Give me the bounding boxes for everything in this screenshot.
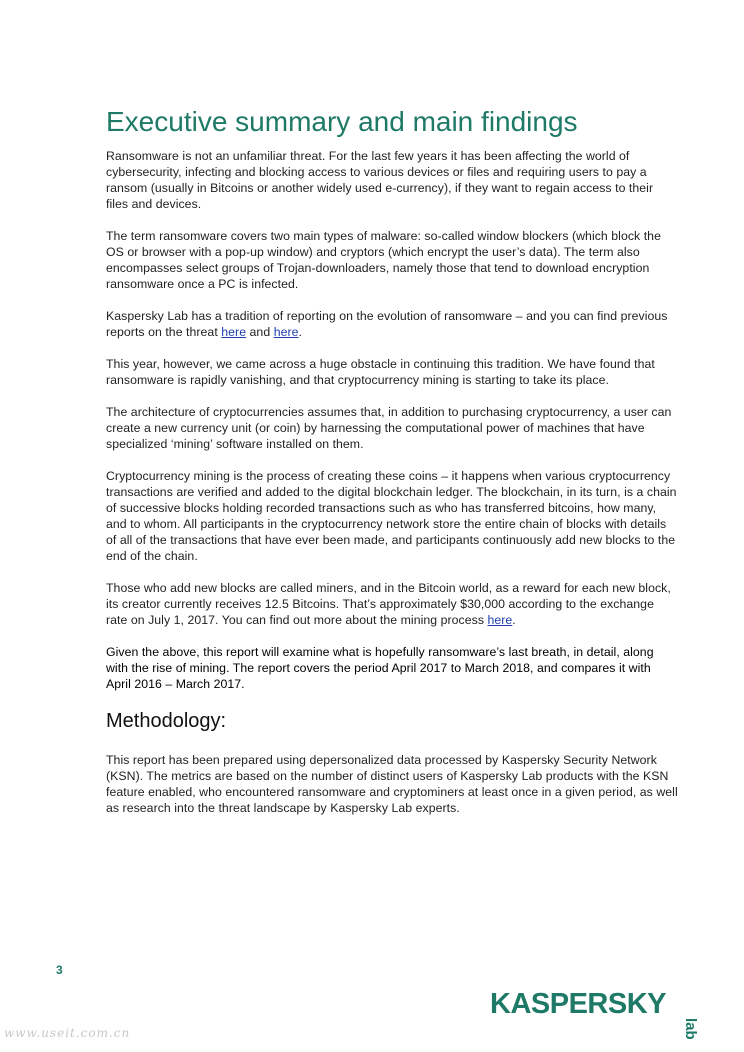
watermark: www.useit.com.cn (4, 1026, 131, 1040)
paragraph-text: Those who add new blocks are called miners, and in the Bitcoin world, as a reward for each new block, its creator currently receives 12.5 Bitcoins. That’s approximately $30,000 according to the exchange rate on July 1, 2017. You can find out more about the mining process (106, 581, 671, 627)
paragraph-text: Kaspersky Lab has a tradition of reporting on the evolution of ransomware – and you can find previous reports on the threat (106, 309, 668, 339)
paragraph-text: . (512, 613, 516, 627)
paragraph-obstacle: This year, however, we came across a huge obstacle in continuing this tradition. We have found that ransomware is rapidly vanishing, and that cryptocurrency mining is starting to take its place. (106, 357, 655, 387)
paragraph-intro: Ransomware is not an unfamiliar threat. For the last few years it has been affecting the world of cybersecurity, infecting and blocking access to various devices or files and requiring users to pay a ransom (usually in Bitcoins or another widely used e-currency), if they want to regain access to their files and devices. (106, 149, 654, 211)
report-link-1[interactable]: here (221, 325, 247, 339)
page-number: 3 (56, 963, 63, 977)
kaspersky-logo (490, 986, 699, 1040)
paragraph-ransomware-types: The term ransomware covers two main types of malware: so-called window blockers (which block the OS or browser with a pop-up window) and cryptors (which encrypt the user’s data). The term also encompasses select groups of Trojan-downloaders, namely those that tend to download encryption ransomware once a PC is infected. (106, 229, 661, 291)
methodology-heading: Methodology: (106, 710, 227, 732)
logo-wordmark: KASPERSKY (490, 988, 666, 1020)
report-link-2[interactable]: here (273, 325, 299, 339)
page-title: Executive summary and main findings (106, 106, 578, 137)
paragraph-report-scope: Given the above, this report will examine what is hopefully ransomware’s last breath, in detail, along with the rise of mining. The report covers the period April 2017 to March 2018, and compares it with April 2016 – March 2017. (106, 645, 654, 691)
document-body (106, 104, 678, 832)
logo-lab-text: lab (682, 1018, 699, 1040)
paragraph-mining-process: Cryptocurrency mining is the process of creating these coins – it happens when various cryptocurrency transactions are verified and added to the digital blockchain ledger. The blockchain, in its turn, is a chain of successive blocks holding recorded transactions such as who has transferred bitcoins, how many, and to whom. All participants in the cryptocurrency network store the entire chain of blocks with details of all of the transactions that have ever been made, and participants continuously add new blocks to the end of the chain. (106, 469, 677, 563)
paragraph-previous-reports (106, 308, 678, 340)
mining-process-link[interactable]: here (487, 613, 513, 627)
paragraph-methodology: This report has been prepared using depersonalized data processed by Kaspersky Security Network (KSN). The metrics are based on the number of distinct users of Kaspersky Lab products with the KSN feature enabled, who encountered ransomware and cryptominers at least once in a given period, as well as research into the threat landscape by Kaspersky Lab experts. (106, 753, 678, 815)
paragraph-text: . (298, 325, 302, 339)
paragraph-text: and (246, 325, 274, 339)
paragraph-architecture: The architecture of cryptocurrencies assumes that, in addition to purchasing cryptocurrency, a user can create a new currency unit (or coin) by harnessing the computational power of machines that have specialized ‘mining’ software installed on them. (106, 405, 672, 451)
paragraph-miners (106, 580, 678, 628)
